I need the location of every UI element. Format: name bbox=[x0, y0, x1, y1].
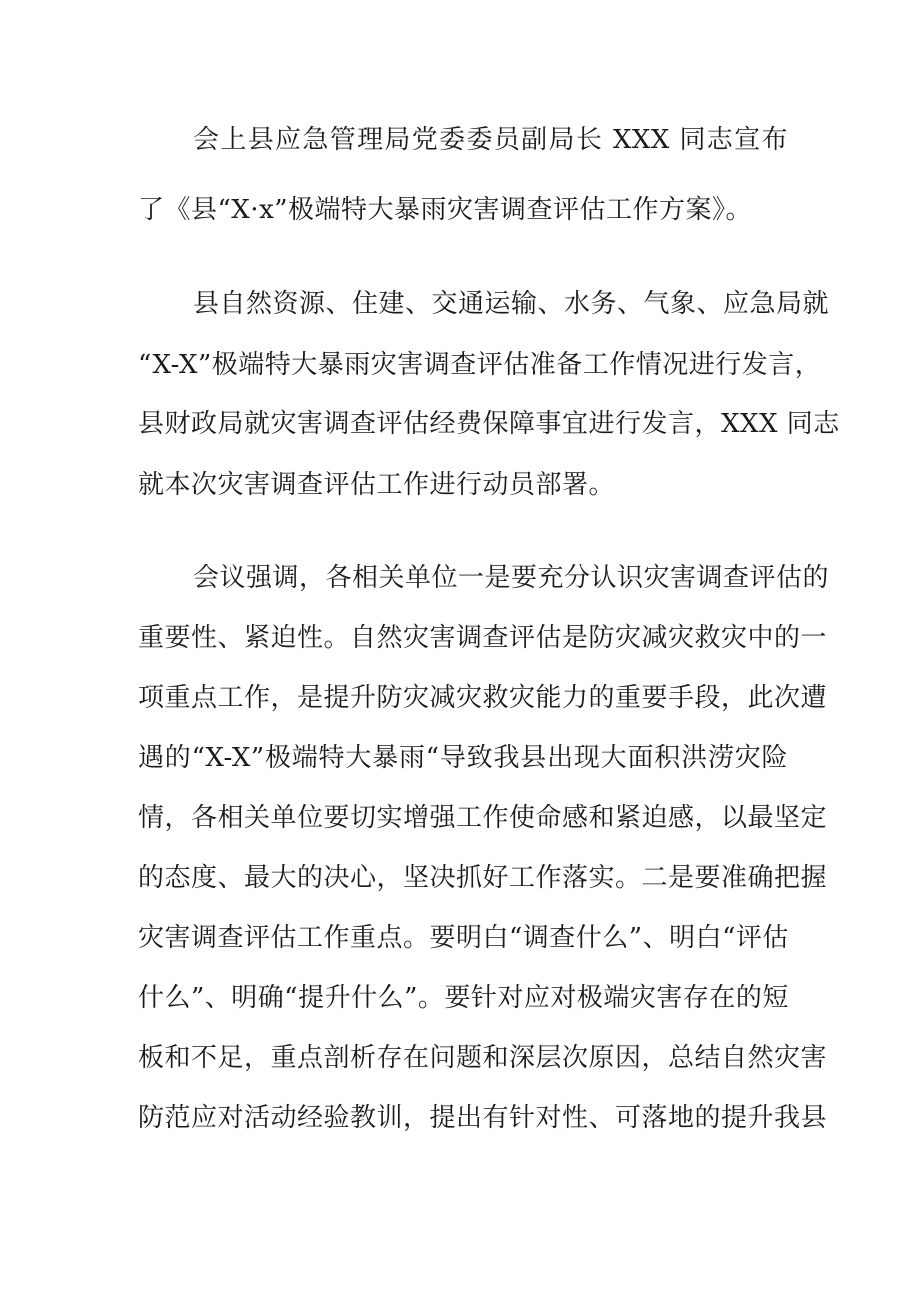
paragraph-1-line-2: 了《县“X·x”极端特大暴雨灾害调查评估工作方案》。 bbox=[138, 195, 753, 225]
paragraph-2-line-3: 县财政局就灾害调查评估经费保障事宜进行发言，XXX 同志 bbox=[138, 409, 840, 439]
paragraph-1-line-1: 会上县应急管理局党委委员副局长 XXX 同志宣布 bbox=[193, 125, 788, 155]
paragraph-3-line-9: 板和不足，重点剖析存在问题和深层次原因，总结自然灾害 bbox=[138, 1043, 828, 1073]
paragraph-3-line-7: 灾害调查评估工作重点。要明白“调查什么”、明白“评估 bbox=[138, 923, 789, 953]
paragraph-2-line-2: “X-X”极端特大暴雨灾害调查评估准备工作情况进行发言， bbox=[138, 350, 822, 380]
paragraph-3-line-4: 遇的“X-X”极端特大暴雨“导致我县出现大面积洪涝灾险 bbox=[138, 743, 788, 773]
paragraph-2-line-1: 县自然资源、住建、交通运输、水务、气象、应急局就 bbox=[193, 289, 830, 319]
paragraph-3-line-6: 的态度、最大的决心，坚决抓好工作落实。二是要准确把握 bbox=[138, 863, 828, 893]
paragraph-3-line-2: 重要性、紧迫性。自然灾害调查评估是防灾减灾救灾中的一 bbox=[138, 623, 828, 653]
paragraph-3-line-5: 情，各相关单位要切实增强工作使命感和紧迫感，以最坚定 bbox=[138, 803, 828, 833]
paragraph-3-line-1: 会议强调，各相关单位一是要充分认识灾害调查评估的 bbox=[193, 563, 830, 593]
paragraph-3-line-3: 项重点工作，是提升防灾减灾救灾能力的重要手段，此次遭 bbox=[138, 683, 828, 713]
paragraph-2-line-4: 就本次灾害调查评估工作进行动员部署。 bbox=[138, 470, 616, 500]
paragraph-3-line-10: 防范应对活动经验教训，提出有针对性、可落地的提升我县 bbox=[138, 1103, 828, 1133]
paragraph-3-line-8: 什么”、明确“提升什么”。要针对应对极端灾害存在的短 bbox=[138, 983, 789, 1013]
